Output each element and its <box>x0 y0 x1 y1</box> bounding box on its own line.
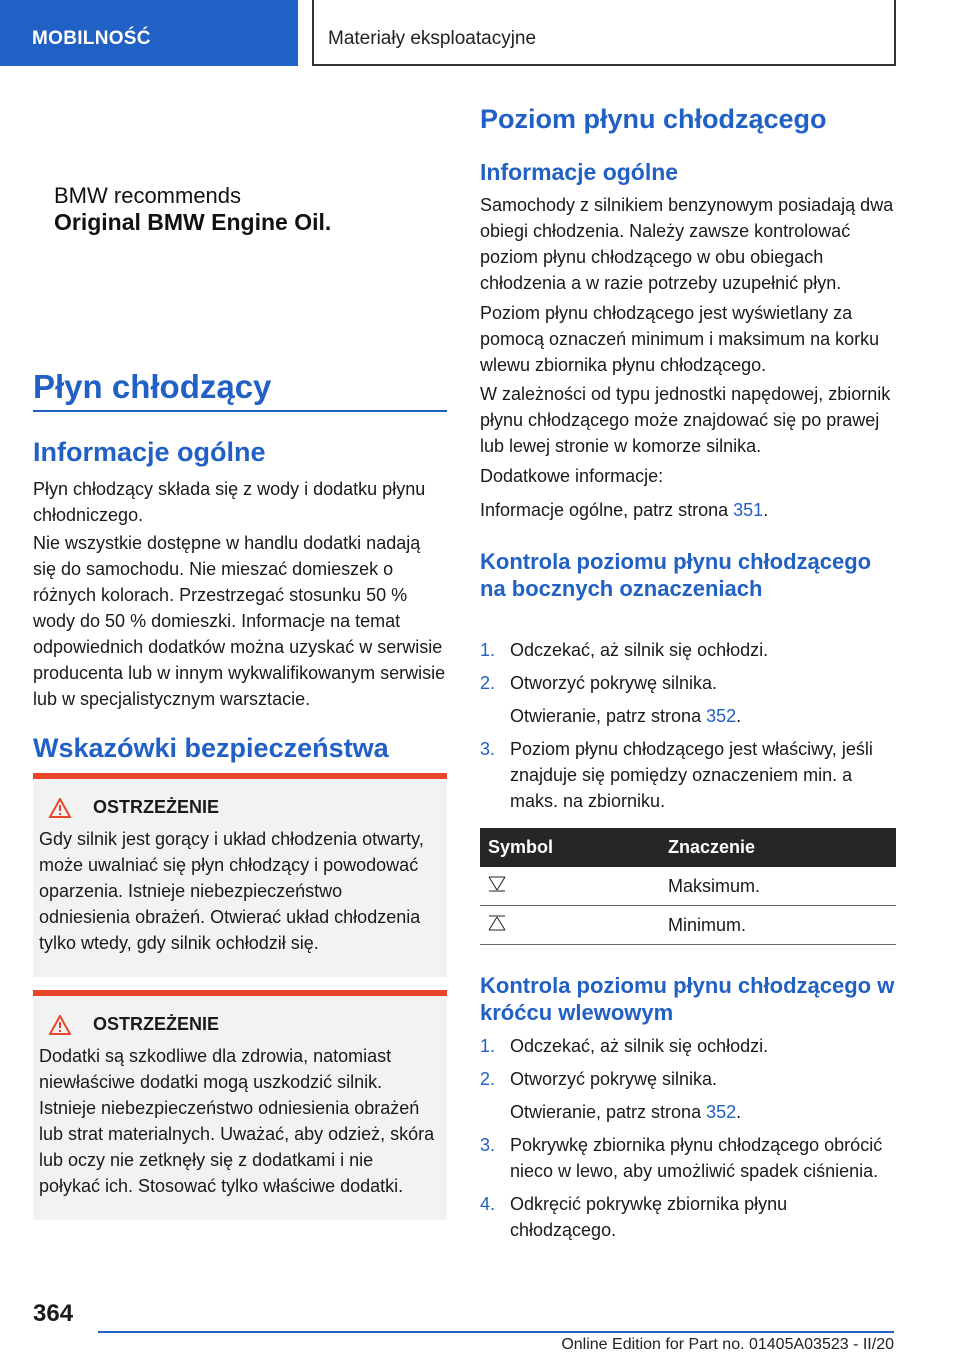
meaning-cell: Maksimum. <box>668 867 896 906</box>
page-link-351[interactable]: 351 <box>733 500 764 520</box>
right-general-heading: Informacje ogólne <box>480 159 679 185</box>
page-link-352[interactable]: 352 <box>706 706 737 726</box>
warning-triangle-icon <box>49 1015 71 1035</box>
edition-note: Online Edition for Part no. 01405A03523 - II/20 <box>561 1336 894 1353</box>
warning-triangle-icon <box>49 798 71 818</box>
step-text: Otworzyć pokrywę silnika. <box>510 1069 718 1089</box>
table-row <box>480 906 896 945</box>
left-general-heading: Informacje ogólne <box>33 437 266 467</box>
right-paragraph-5 <box>480 497 896 523</box>
warning-label-1: OSTRZEŻENIE <box>93 797 220 817</box>
step-text: Odczekać, aż silnik się ochłodzi. <box>510 640 769 660</box>
right-paragraph-4: Dodatkowe informacje: <box>480 466 664 486</box>
step-number: 1. <box>480 1036 496 1056</box>
min-mark-icon <box>488 914 506 932</box>
footer-divider <box>98 1331 894 1333</box>
right-paragraph-2: Poziom płynu chłodzącego jest wyświetlany za pomocą oznaczeń minimum i maksimum na korku wlewu zbiornika płynu chłodzącego. <box>480 303 880 375</box>
step-reference: Otwieranie, patrz strona 352. <box>510 706 742 726</box>
warning-box-2 <box>33 990 447 1220</box>
check-filler-neck-steps <box>480 1033 896 1250</box>
step-number: 2. <box>480 1069 496 1089</box>
step-text: Poziom płynu chłodzącego jest właściwy, jeśli znajduje się pomiędzy oznaczeniem min. a maks. na zbiorniku. <box>510 739 873 811</box>
right-paragraph-3: W zależności od typu jednostki napędowej, zbiornik płynu chłodzącego może znajdować się po prawej lub lewej stronie w komorze silnika. <box>480 384 891 456</box>
warning-title-1 <box>39 797 437 818</box>
logo-line-2: Original BMW Engine Oil. <box>54 209 332 235</box>
logo-line-1: BMW recommends <box>54 183 242 208</box>
table-row <box>480 867 896 906</box>
coolant-level-title: Poziom płynu chłodzącego <box>480 104 827 134</box>
list-item <box>480 1132 896 1184</box>
symbol-table <box>480 828 896 945</box>
list-item <box>480 670 896 729</box>
section-tab[interactable]: MOBILNOŚĆ <box>0 0 298 66</box>
reference-text: Informacje ogólne, patrz strona <box>480 500 734 520</box>
safety-heading: Wskazówki bezpieczeństwa <box>33 733 389 763</box>
warning-title-2 <box>39 1014 437 1035</box>
warning-body-1: Gdy silnik jest gorący i układ chłodzenia otwarty, może uwalniać się płyn chłodzący i powodować oparzenia. Istnieje niebezpieczeństwo odniesienia obrażeń. Otwierać układ chłodzenia tylko wtedy, gdy silnik ochłodził się. <box>39 829 424 953</box>
table-header-row <box>480 828 896 867</box>
reference-suffix: . <box>763 500 769 520</box>
check-side-marks-steps <box>480 637 896 821</box>
column-header-symbol: Symbol <box>480 828 668 867</box>
bmw-oil-logo <box>54 182 331 236</box>
max-mark-icon <box>488 875 506 893</box>
column-header-meaning: Znaczenie <box>668 828 896 867</box>
step-reference: Otwieranie, patrz strona 352. <box>510 1102 742 1122</box>
step-number: 3. <box>480 1135 496 1155</box>
step-text: Odczekać, aż silnik się ochłodzi. <box>510 1036 769 1056</box>
left-general-paragraph-2: Nie wszystkie dostępne w handlu dodatki nadają się do samochodu. Nie mieszać domieszek o różnych kolorach. Przestrzegać stosunku 50 % wody do 50 % domieszki. Informacje na temat odpowiednich dodatków można uzyskać w serwisie producenta lub w innym wykwalifikowanym serwisie lub w specjalistycznym warsztacie. <box>33 533 446 709</box>
list-item <box>480 637 896 663</box>
step-text: Otworzyć pokrywę silnika. <box>510 673 718 693</box>
step-number: 2. <box>480 673 496 693</box>
check-side-marks-heading: Kontrola poziomu płynu chłodzącego na bocznych oznaczeniach <box>480 549 872 601</box>
list-item <box>480 1191 896 1243</box>
page-header <box>0 0 960 66</box>
warning-body-2: Dodatki są szkodliwe dla zdrowia, natomiast niewłaściwe dodatki mogą uszkodzić silnik. Istnieje niebezpieczeństwo odniesienia obrażeń lub strat materialnych. Uważać, aby odzież, skóra lub oczy nie zetknęły się z dodatkami i nie połykać ich. Stosować tylko właściwe dodatki. <box>39 1046 435 1196</box>
page-link-352[interactable]: 352 <box>706 1102 737 1122</box>
coolant-title: Płyn chłodzący <box>33 368 272 405</box>
meaning-cell: Minimum. <box>668 906 896 945</box>
warning-box-1 <box>33 773 447 977</box>
step-text: Odkręcić pokrywkę zbiornika płynu chłodzącego. <box>510 1194 788 1240</box>
title-divider <box>33 410 447 412</box>
check-filler-neck-heading: Kontrola poziomu płynu chłodzącego w króćcu wlewowym <box>480 973 895 1025</box>
list-item <box>480 1066 896 1125</box>
warning-label-2: OSTRZEŻENIE <box>93 1014 220 1034</box>
step-number: 4. <box>480 1194 496 1214</box>
step-number: 1. <box>480 640 496 660</box>
list-item <box>480 736 896 814</box>
right-paragraph-1: Samochody z silnikiem benzynowym posiadają dwa obiegi chłodzenia. Należy zawsze kontrolować poziom płynu chłodzącego w obu obiegach chłodzenia a w razie potrzeby uzupełnić płyn. <box>480 195 894 293</box>
list-item <box>480 1033 896 1059</box>
page-number: 364 <box>33 1300 74 1327</box>
chapter-title: Materiały eksploatacyjne <box>312 0 896 66</box>
left-general-paragraph-1: Płyn chłodzący składa się z wody i dodatku płynu chłodniczego. <box>33 479 426 525</box>
step-number: 3. <box>480 739 496 759</box>
step-text: Pokrywkę zbiornika płynu chłodzącego obrócić nieco w lewo, aby umożliwić spadek ciśnienia. <box>510 1135 883 1181</box>
